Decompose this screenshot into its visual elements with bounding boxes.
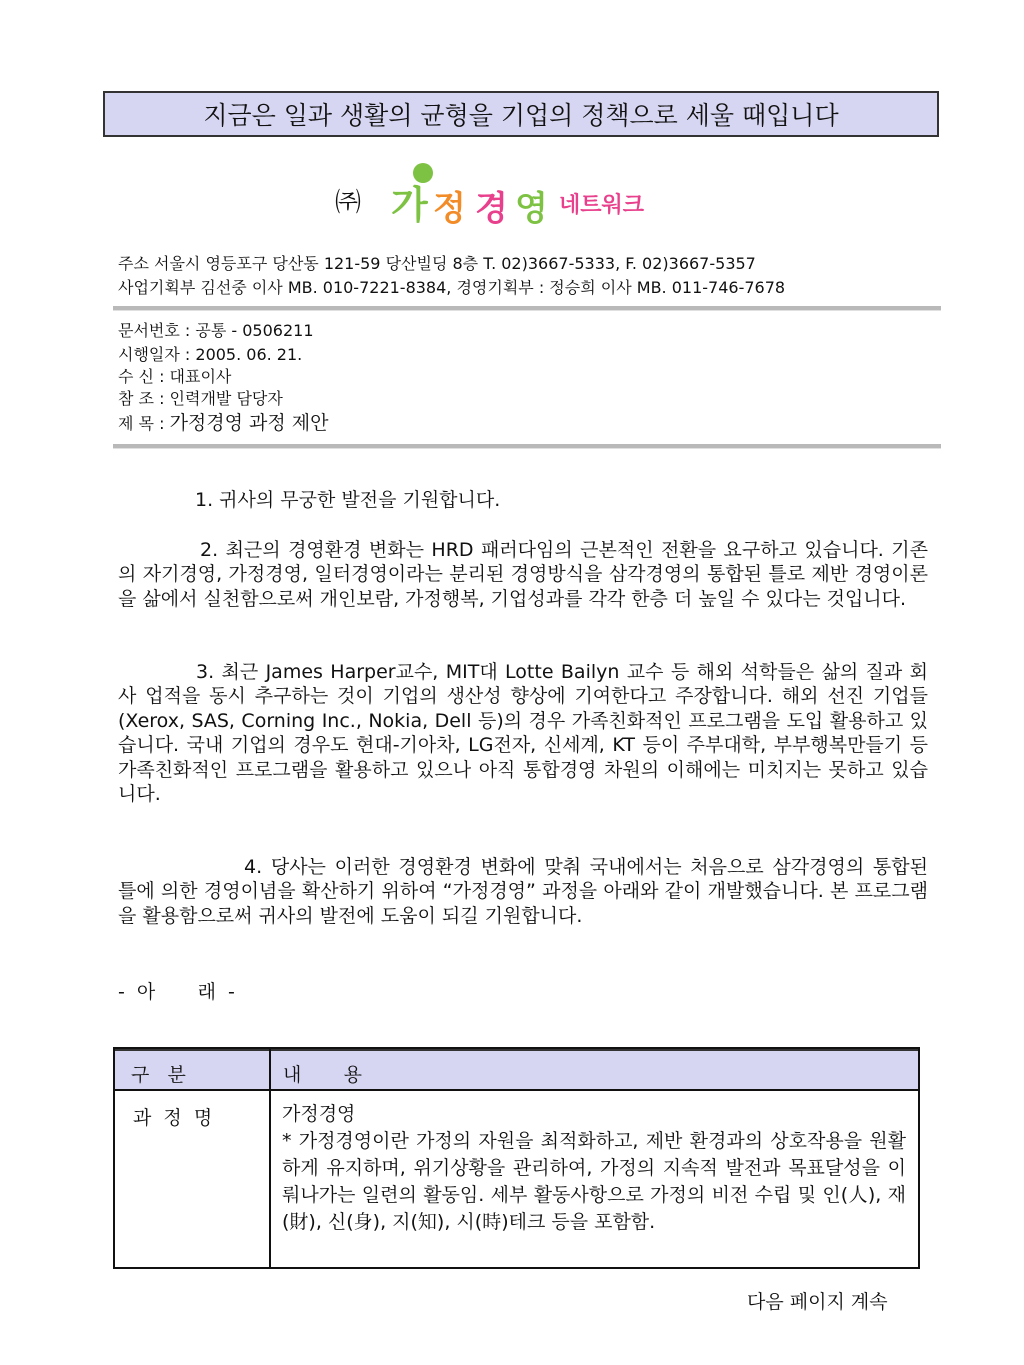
logo-corporation-mark: ㈜ [335,188,362,218]
divider-top [113,306,941,311]
divider-bottom [113,444,941,449]
document-banner-title: 지금은 일과 생활의 균형을 기업의 정책으로 세울 때입니다 [103,91,939,137]
subject-text: 가정경영 과정 제안 [169,412,329,434]
course-table [113,1047,920,1269]
header-category: 구 분 [131,1064,186,1086]
svg-text:가: 가 [391,183,428,227]
issue-date: 시행일자 : 2005. 06. 21. [118,345,303,364]
svg-text:정: 정 [433,189,466,229]
header-content: 내 용 [283,1064,362,1086]
company-logo [335,160,665,230]
course-description: * 가정경영이란 가정의 자원을 최적화하고, 제반 환경과의 상호작용을 원활하게 유지하며, 위기상황을 관리하여, 가정의 지속적 발전과 목표달성을 이뤄나가는 일련의 활동임. 세부 활동사항으로 가정의 비전 수립 및 인(人), 재(財), 신(身), 지(知), 시(時)테크 등을 포함함. [282,1130,906,1233]
paragraph-2: 2. 최근의 경영환경 변화는 HRD 패러다임의 근본적인 전환을 요구하고 있습니다. 기존의 자기경영, 가정경영, 일터경영이라는 분리된 경영방식을 삼각경영의 통합된 틀로 제반 경영이론을 삶에서 실천함으로써 개인보람, 가정행복, 기업성과를 각각 한층 더 높일 수 있다는 것입니다. [118,539,928,610]
table-column-divider [269,1049,271,1267]
address-line-2: 사업기획부 김선중 이사 MB. 010-7221-8384, 경영기획부 : 정승희 이사 MB. 011-746-7678 [118,278,786,297]
address-line-1: 주소 서울시 영등포구 당산동 121-59 당산빌딩 8층 T. 02)3667-5333, F. 02)3667-5357 [118,254,756,273]
continued-next-page: 다음 페이지 계속 [747,1291,888,1313]
below-heading: - 아 래 - [118,981,235,1003]
paragraph-3: 3. 최근 James Harper교수, MIT대 Lotte Bailyn 교수 등 해외 석학들은 삶의 질과 회사 업적을 동시 추구하는 것이 기업의 생산성 향상에 기여한다고 주장합니다. 해외 선진 기업들(Xerox, SAS, Corning Inc., Nokia, Dell 등)의 경우 가족친화적인 프로그램을 도입 활용하고 있습니다. 국내 기업의 경우도 현대-기아차, LG전자, 신세계, KT 등이 주부대학, 부부행복만들기 등 가족친화적인 프로그램을 활용하고 있으나 아직 통합경영 차원의 이해에는 미치지는 못하고 있습니다. [118,661,928,806]
recipient: 수 신 : 대표이사 [118,367,232,386]
logo-wordmark-icon [383,160,663,230]
paragraph-4: 4. 당사는 이러한 경영환경 변화에 맞춰 국내에서는 처음으로 삼각경영의 통합된 틀에 의한 경영이념을 확산하기 위하여 “가정경영” 과정을 아래와 같이 개발했습니다. 본 프로그램을 활용함으로써 귀사의 발전에 도움이 되길 기원합니다. [118,856,928,927]
course-title: 가정경영 [282,1103,356,1125]
paragraph-1: 1. 귀사의 무궁한 발전을 기원합니다. [195,489,501,511]
table-header-row [115,1049,918,1091]
doc-number: 문서번호 : 공통 - 0506211 [118,321,314,340]
row-label-course-name: 과 정 명 [133,1107,213,1129]
row-content [282,1101,906,1236]
subject-label: 제 목 : [118,414,170,433]
reference: 참 조 : 인력개발 담당자 [118,389,283,408]
svg-text:경: 경 [475,189,508,229]
svg-text:영: 영 [515,189,548,229]
subject-line [118,408,328,435]
svg-text:네트워크: 네트워크 [559,193,645,218]
